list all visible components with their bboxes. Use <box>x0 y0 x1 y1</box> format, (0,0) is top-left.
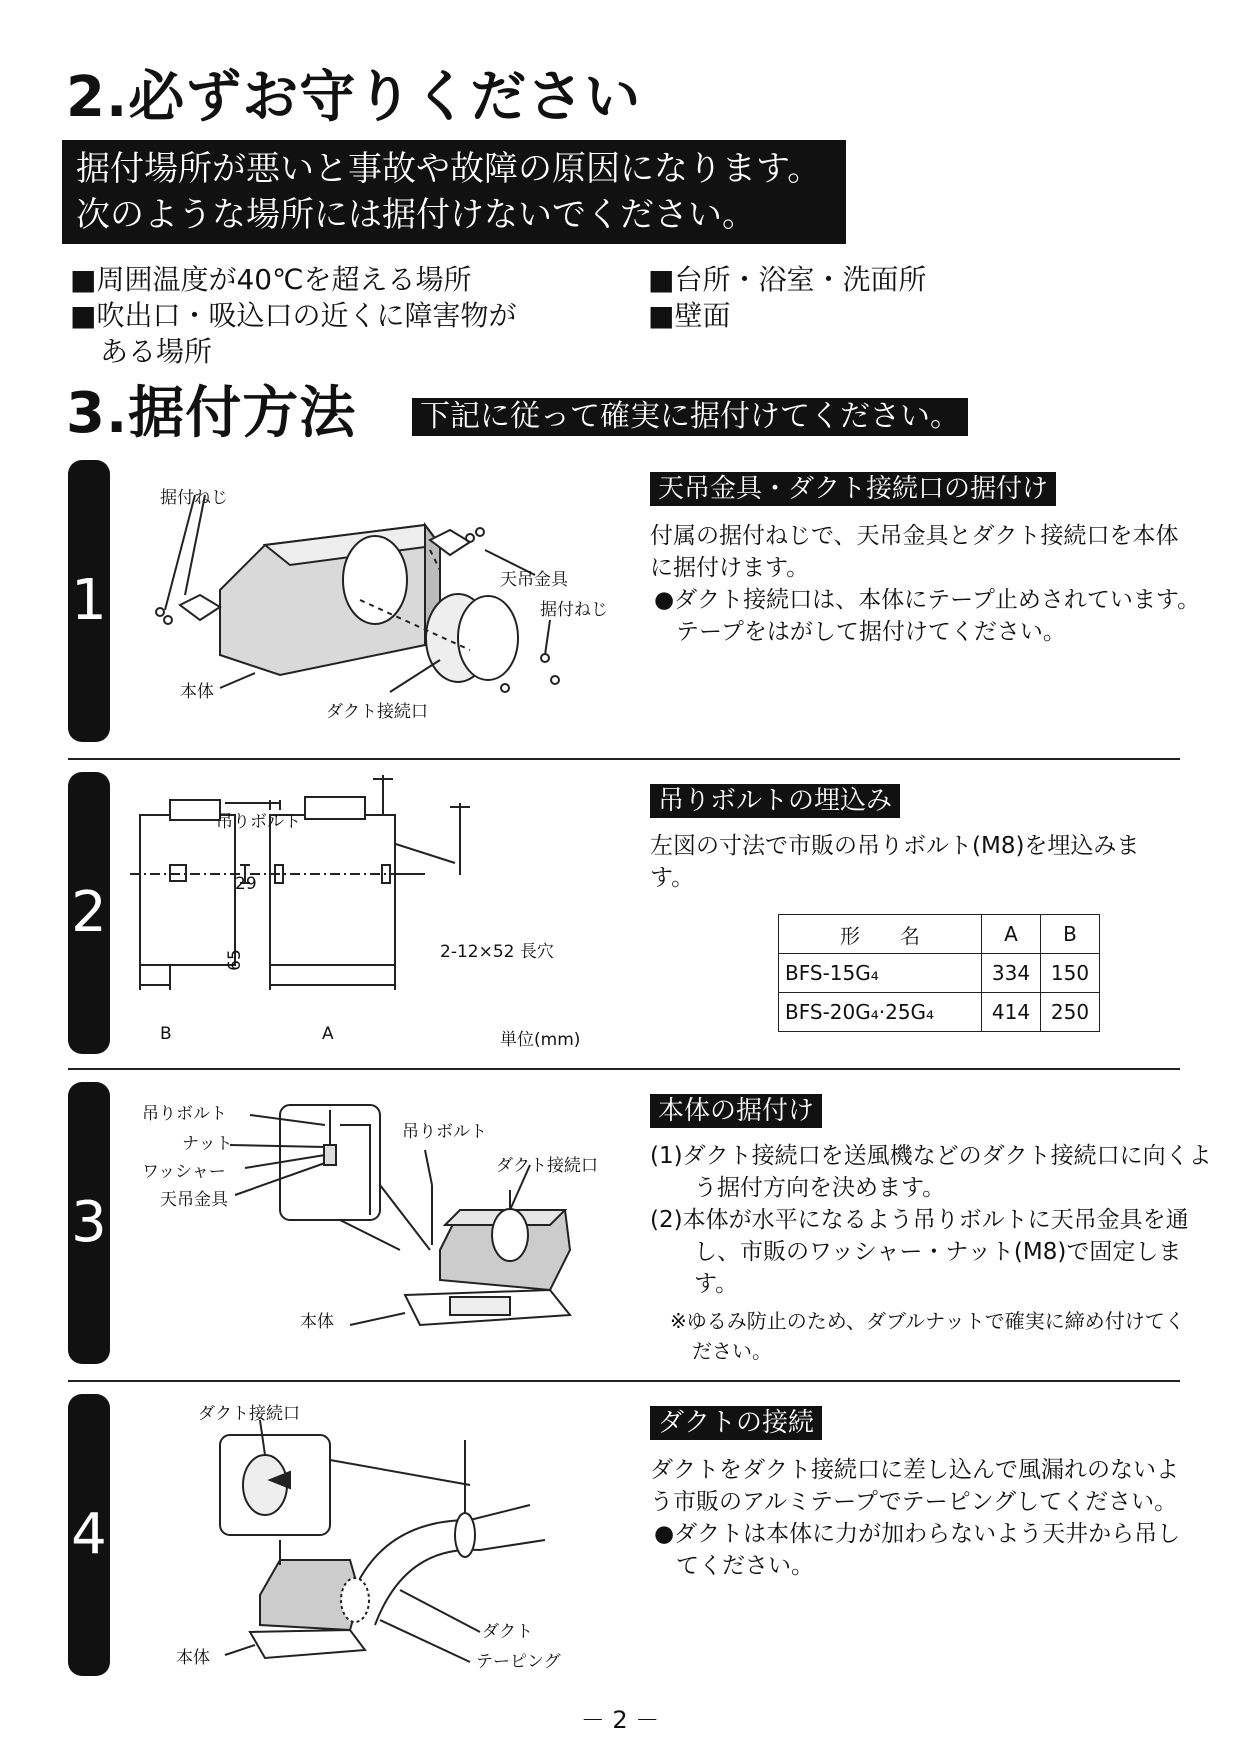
step3-title: 本体の据付け <box>650 1094 822 1128</box>
page-number: － 2 － <box>580 1706 660 1734</box>
step2-label-A: A <box>322 1024 334 1044</box>
table-row <box>779 954 1100 993</box>
table-header-model: 形 名 <box>779 915 982 954</box>
warning-banner <box>62 140 846 244</box>
step2-label-dim29: 29 <box>235 874 257 894</box>
step3-diagram <box>140 1085 640 1355</box>
table-header-row <box>779 915 1100 954</box>
section3-subtitle: 下記に従って確実に据付けてください。 <box>412 398 968 436</box>
step4-bullet: ●ダクトは本体に力が加わらないよう天井から吊してください。 <box>654 1521 1181 1579</box>
bullet-obstacle: ■吹出口・吸込口の近くに障害物が <box>70 299 517 332</box>
section2-heading: 2.必ずお守りください <box>66 65 642 130</box>
table-cell-a: 414 <box>982 993 1041 1032</box>
bullet-temperature: ■周囲温度が40℃を超える場所 <box>70 263 472 296</box>
step1-title: 天吊金具・ダクト接続口の据付け <box>650 472 1056 506</box>
step4-label-duct: ダクト <box>482 1622 533 1642</box>
step2-title: 吊りボルトの埋込み <box>650 784 900 818</box>
table-cell-a: 334 <box>982 954 1041 993</box>
table-cell-model: BFS-20G₄·25G₄ <box>779 993 982 1032</box>
step1-label-screw1: 据付ねじ <box>160 488 228 508</box>
step1-bullet: ●ダクト接続口は、本体にテープ止めされています。テープをはがして据付けてください。 <box>654 587 1201 645</box>
step2-label-bolt: 吊りボルト <box>216 812 301 832</box>
step2-label-B: B <box>160 1024 172 1044</box>
step4-number: 4 <box>71 1502 107 1567</box>
warning-line-2: 次のような場所には据付けないでください。 <box>76 195 756 235</box>
step4-label-body: 本体 <box>176 1648 210 1668</box>
section3-heading: 3.据付方法 <box>66 381 357 446</box>
step1-text: 付属の据付ねじで、天吊金具とダクト接続口を本体に据付けます。 <box>650 523 1179 581</box>
table-row <box>779 993 1100 1032</box>
step1-label-screw2: 据付ねじ <box>540 600 608 620</box>
step1-label-bracket: 天吊金具 <box>500 570 568 590</box>
step3-label-nut: ナット <box>182 1134 233 1154</box>
step3-label-body: 本体 <box>300 1312 334 1332</box>
bullet-wall: ■壁面 <box>648 299 731 332</box>
divider-2 <box>68 1068 1180 1070</box>
step4-text: ダクトをダクト接続口に差し込んで風漏れのないよう市販のアルミテープでテーピングしてください。 <box>650 1457 1179 1515</box>
table-cell-model: BFS-15G₄ <box>779 954 982 993</box>
step4-label-duct-port: ダクト接続口 <box>198 1404 300 1424</box>
step1-label-duct-port: ダクト接続口 <box>326 702 428 722</box>
step2-label-slot: 2-12×52 長穴 <box>440 942 554 962</box>
step2-number: 2 <box>71 880 107 945</box>
step3-label-bracket: 天吊金具 <box>160 1190 228 1210</box>
step3-label-bolt1: 吊りボルト <box>142 1104 227 1124</box>
divider-3 <box>68 1380 1180 1382</box>
step3-number: 3 <box>71 1190 107 1255</box>
step3-item1: (1)ダクト接続口を送風機などのダクト接続口に向くよう据付方向を決めます。 <box>650 1143 1212 1201</box>
step1-bar <box>68 460 110 742</box>
step4-title: ダクトの接続 <box>650 1406 822 1440</box>
step3-label-duct-port: ダクト接続口 <box>496 1156 598 1176</box>
table-cell-b: 250 <box>1041 993 1100 1032</box>
step3-label-bolt2: 吊りボルト <box>402 1122 487 1142</box>
step2-label-dim65: 65 <box>224 949 245 971</box>
step3-note: ※ゆるみ防止のため、ダブルナットで確実に締め付けてください。 <box>670 1309 1185 1363</box>
warning-line-1: 据付場所が悪いと事故や故障の原因になります。 <box>76 149 822 189</box>
bullet-obstacle-cont: ある場所 <box>100 335 213 368</box>
table-header-a: A <box>982 915 1041 954</box>
step1-label-body: 本体 <box>180 682 214 702</box>
step3-label-washer: ワッシャー <box>142 1162 226 1182</box>
table-header-b: B <box>1041 915 1100 954</box>
step2-diagram <box>130 775 630 1050</box>
step4-bar <box>68 1394 110 1676</box>
step3-bar <box>68 1082 110 1364</box>
step2-bar <box>68 772 110 1054</box>
step2-label-unit: 単位(mm) <box>500 1030 581 1050</box>
step2-spec-table <box>778 914 1100 1032</box>
step4-diagram <box>150 1400 630 1680</box>
table-cell-b: 150 <box>1041 954 1100 993</box>
step1-number: 1 <box>71 568 107 633</box>
step3-item2: (2)本体が水平になるよう吊りボルトに天吊金具を通し、市販のワッシャー・ナット(M8)で固定します。 <box>650 1207 1189 1297</box>
divider-1 <box>68 758 1180 760</box>
step4-label-taping: テーピング <box>476 1652 561 1672</box>
bullet-kitchen: ■台所・浴室・洗面所 <box>648 263 927 296</box>
step2-text: 左図の寸法で市販の吊りボルト(M8)を埋込みます。 <box>650 833 1140 891</box>
